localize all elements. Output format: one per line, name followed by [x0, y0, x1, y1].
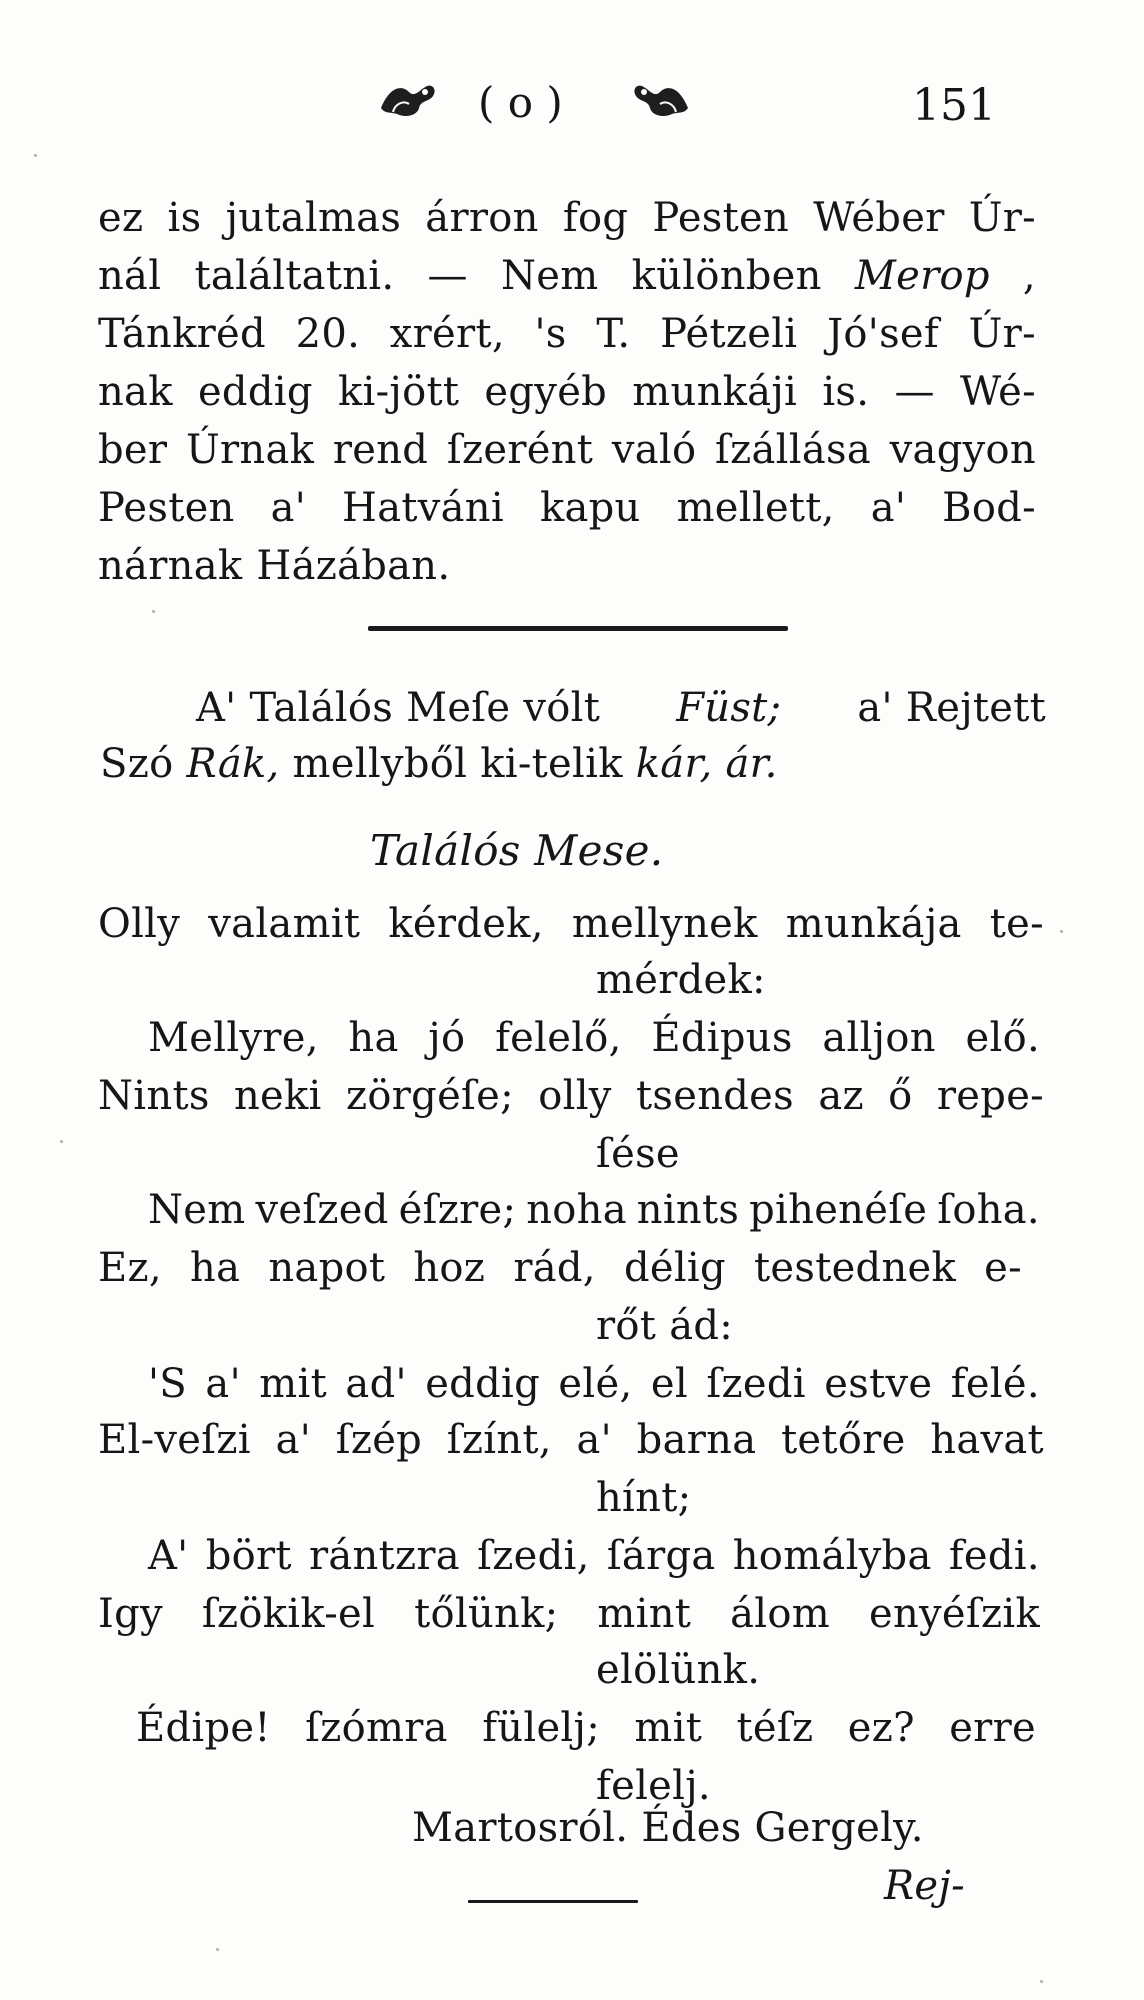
verse-word: az	[818, 1073, 864, 1119]
notice-word: T.	[596, 311, 631, 357]
verse-word: napot	[268, 1245, 386, 1291]
verse-word: Mellyre,	[148, 1015, 319, 1061]
verse-word: pihenéſe	[749, 1187, 928, 1233]
floral-ornament-left-icon	[375, 78, 441, 122]
verse-word: mit	[634, 1705, 703, 1751]
signature-mark: ( o )	[478, 78, 563, 127]
verse-word: havat	[930, 1417, 1044, 1463]
verse-line	[148, 1533, 1040, 1579]
verse-line: rőt ád:	[596, 1303, 734, 1349]
verse-word: tetőre	[781, 1417, 906, 1463]
verse-line	[148, 1361, 1040, 1407]
verse-word: elé,	[558, 1361, 633, 1407]
notice-word: xrért,	[389, 311, 505, 357]
verse-word: ſzómra	[305, 1705, 448, 1751]
verse-word: eddig	[425, 1361, 540, 1407]
notice-word: különben	[631, 253, 822, 299]
notice-word: nak	[98, 369, 173, 415]
notice-line	[98, 369, 1036, 415]
verse-word: homályba	[732, 1533, 932, 1579]
verse-word: jó	[428, 1015, 466, 1061]
notice-line	[98, 485, 1036, 531]
notice-word: Úr-	[968, 195, 1036, 241]
solution-line-1	[196, 685, 1046, 731]
verse-line: felelj.	[596, 1763, 711, 1809]
notice-word: nál	[98, 253, 162, 299]
riddle-title: Találós Mese.	[370, 826, 664, 875]
verse-word: 'S	[148, 1361, 187, 1407]
verse-word: hoz	[413, 1245, 486, 1291]
verse-word: e-	[984, 1245, 1022, 1291]
solution-text: a' Rejtett	[844, 685, 1046, 731]
verse-word: repe-	[936, 1073, 1044, 1119]
verse-word: barna	[636, 1417, 757, 1463]
notice-word: is.	[822, 369, 870, 415]
verse-line	[98, 1591, 1040, 1637]
notice-word: is	[167, 195, 202, 241]
verse-line	[98, 1417, 1044, 1463]
notice-word: Pesten	[652, 195, 790, 241]
verse-word: munkája	[785, 901, 962, 947]
notice-word: ,	[1022, 253, 1036, 299]
verse-word: Nints	[98, 1073, 210, 1119]
notice-word: Wé-	[959, 369, 1036, 415]
notice-line	[98, 195, 1036, 241]
verse-word: neki	[233, 1073, 322, 1119]
notice-word: Úrnak	[185, 427, 315, 473]
verse-word: tsendes	[636, 1073, 794, 1119]
verse-word: El-veſzi	[98, 1417, 251, 1463]
notice-word: eddig	[197, 369, 313, 415]
paper-speck	[60, 1140, 63, 1143]
notice-word: Pesten	[98, 485, 235, 531]
notice-word: ez	[98, 195, 144, 241]
verse-word: ha	[348, 1015, 399, 1061]
notice-line	[98, 427, 1036, 473]
verse-word: fedi.	[948, 1533, 1040, 1579]
notice-word: 20.	[295, 311, 361, 357]
notice-word: mellett,	[676, 485, 835, 531]
verse-word: mellynek	[571, 901, 758, 947]
notice-line	[98, 311, 1036, 357]
notice-word: —	[427, 253, 468, 299]
paper-speck	[34, 154, 37, 157]
solution-text: Szó	[100, 741, 187, 787]
notice-word: Nem	[500, 253, 599, 299]
notice-word: nárnak	[98, 543, 243, 589]
verse-word: álom	[730, 1591, 830, 1637]
verse-word: enyéſzik	[868, 1591, 1040, 1637]
author-signature: Martosról. Édes Gergely.	[412, 1805, 924, 1851]
solution-text: mellyből ki-telik	[279, 741, 636, 787]
verse-word: ſzedi,	[477, 1533, 590, 1579]
verse-word: téſz	[736, 1705, 814, 1751]
verse-word: ſzínt,	[446, 1417, 552, 1463]
verse-word: veſzed	[255, 1187, 389, 1233]
verse-line: elölünk.	[596, 1647, 761, 1693]
solution-line-2	[100, 741, 778, 787]
verse-word: nints	[636, 1187, 740, 1233]
notice-word: Jó'sef	[827, 311, 939, 357]
verse-word: A'	[148, 1533, 189, 1579]
notice-word: 's	[534, 311, 567, 357]
notice-word: —	[894, 369, 935, 415]
verse-word: délig	[623, 1245, 726, 1291]
verse-word: éſzre;	[398, 1187, 517, 1233]
verse-word: Édipus	[651, 1015, 793, 1061]
verse-line	[98, 1245, 1022, 1291]
notice-word: jutalmas	[225, 195, 402, 241]
verse-word: ſzép	[335, 1417, 423, 1463]
verse-word: a'	[576, 1417, 612, 1463]
verse-word: testednek	[754, 1245, 957, 1291]
verse-word: a'	[275, 1417, 312, 1463]
paper-speck	[216, 1948, 219, 1951]
derived-words: kár, ár.	[635, 741, 778, 787]
page-number: 151	[912, 80, 996, 131]
hidden-word: Rák,	[186, 741, 280, 787]
verse-word: rántzra	[308, 1533, 460, 1579]
floral-ornament-right-icon	[628, 78, 694, 122]
verse-word: bört	[205, 1533, 292, 1579]
verse-word: Igy	[98, 1591, 163, 1637]
notice-word: rend	[332, 427, 429, 473]
notice-line	[98, 543, 451, 589]
verse-line	[148, 1187, 1040, 1233]
verse-word: Édipe!	[136, 1705, 271, 1751]
catchword: Rej-	[884, 1863, 965, 1909]
verse-word: noha	[526, 1187, 627, 1233]
verse-word: felé.	[950, 1361, 1040, 1407]
verse-word: olly	[538, 1073, 612, 1119]
verse-word: zörgéſe;	[345, 1073, 514, 1119]
verse-word: felelő,	[495, 1015, 622, 1061]
notice-word: egyéb	[484, 369, 608, 415]
verse-word: Nem	[148, 1187, 246, 1233]
verse-word: elő.	[965, 1015, 1040, 1061]
verse-word: mit	[259, 1361, 327, 1407]
verse-word: tőlünk;	[414, 1591, 559, 1637]
verse-word: Olly	[98, 901, 181, 947]
solution-text: A' Találós Meſe vólt	[196, 685, 614, 731]
verse-word: alljon	[822, 1015, 936, 1061]
notice-word: ſzállása	[715, 427, 871, 473]
notice-word: Úr-	[968, 311, 1036, 357]
verse-word: ſzedi	[706, 1361, 806, 1407]
paper-speck	[1060, 930, 1063, 933]
verse-word: ſárga	[606, 1533, 716, 1579]
notice-word: a'	[870, 485, 907, 531]
verse-word: valamit	[208, 901, 361, 947]
verse-word: ez?	[847, 1705, 915, 1751]
notice-line	[98, 253, 1036, 299]
verse-line	[98, 1073, 1044, 1119]
notice-word: való	[611, 427, 697, 473]
verse-word: ad'	[345, 1361, 407, 1407]
verse-word: fülelj;	[482, 1705, 601, 1751]
verse-word: kérdek,	[388, 901, 544, 947]
notice-word: munkáji	[632, 369, 798, 415]
notice-word: Wéber	[813, 195, 945, 241]
notice-word: vagyon	[889, 427, 1036, 473]
notice-word: kapu	[539, 485, 641, 531]
verse-word: te-	[989, 901, 1044, 947]
notice-word: fog	[562, 195, 629, 241]
notice-word: Bod-	[942, 485, 1036, 531]
verse-word: a'	[205, 1361, 241, 1407]
notice-word: Merop	[854, 253, 990, 299]
notice-word: a'	[270, 485, 307, 531]
notice-word: Pétzeli	[660, 311, 798, 357]
verse-word: ő	[888, 1073, 913, 1119]
verse-line	[148, 1015, 1040, 1061]
answer-word: Füst;	[676, 685, 782, 731]
verse-word: ha	[190, 1245, 241, 1291]
verse-word: erre	[949, 1705, 1036, 1751]
notice-word: Tánkréd	[98, 311, 266, 357]
verse-line	[98, 901, 1044, 947]
verse-line: hínt;	[596, 1475, 692, 1521]
divider-rule	[368, 626, 788, 631]
paper-speck	[152, 610, 155, 613]
verse-word: el	[650, 1361, 688, 1407]
notice-word: találtatni.	[194, 253, 395, 299]
notice-word: Házában.	[256, 543, 451, 589]
verse-line: ſése	[596, 1131, 680, 1177]
verse-line	[136, 1705, 1036, 1751]
notice-word: ber	[98, 427, 168, 473]
verse-word: Ez,	[98, 1245, 162, 1291]
verse-line: mérdek:	[596, 957, 766, 1003]
verse-word: mint	[597, 1591, 692, 1637]
verse-word: ſzökik-el	[201, 1591, 376, 1637]
verse-word: rád,	[513, 1245, 596, 1291]
notice-word: ſzerént	[446, 427, 594, 473]
notice-word: Hatváni	[342, 485, 504, 531]
verse-word: estve	[824, 1361, 933, 1407]
closing-rule	[468, 1900, 638, 1903]
paper-speck	[1040, 1980, 1043, 1983]
notice-word: árron	[425, 195, 539, 241]
notice-word: ki-jött	[337, 369, 460, 415]
verse-word: ſoha.	[937, 1187, 1040, 1233]
